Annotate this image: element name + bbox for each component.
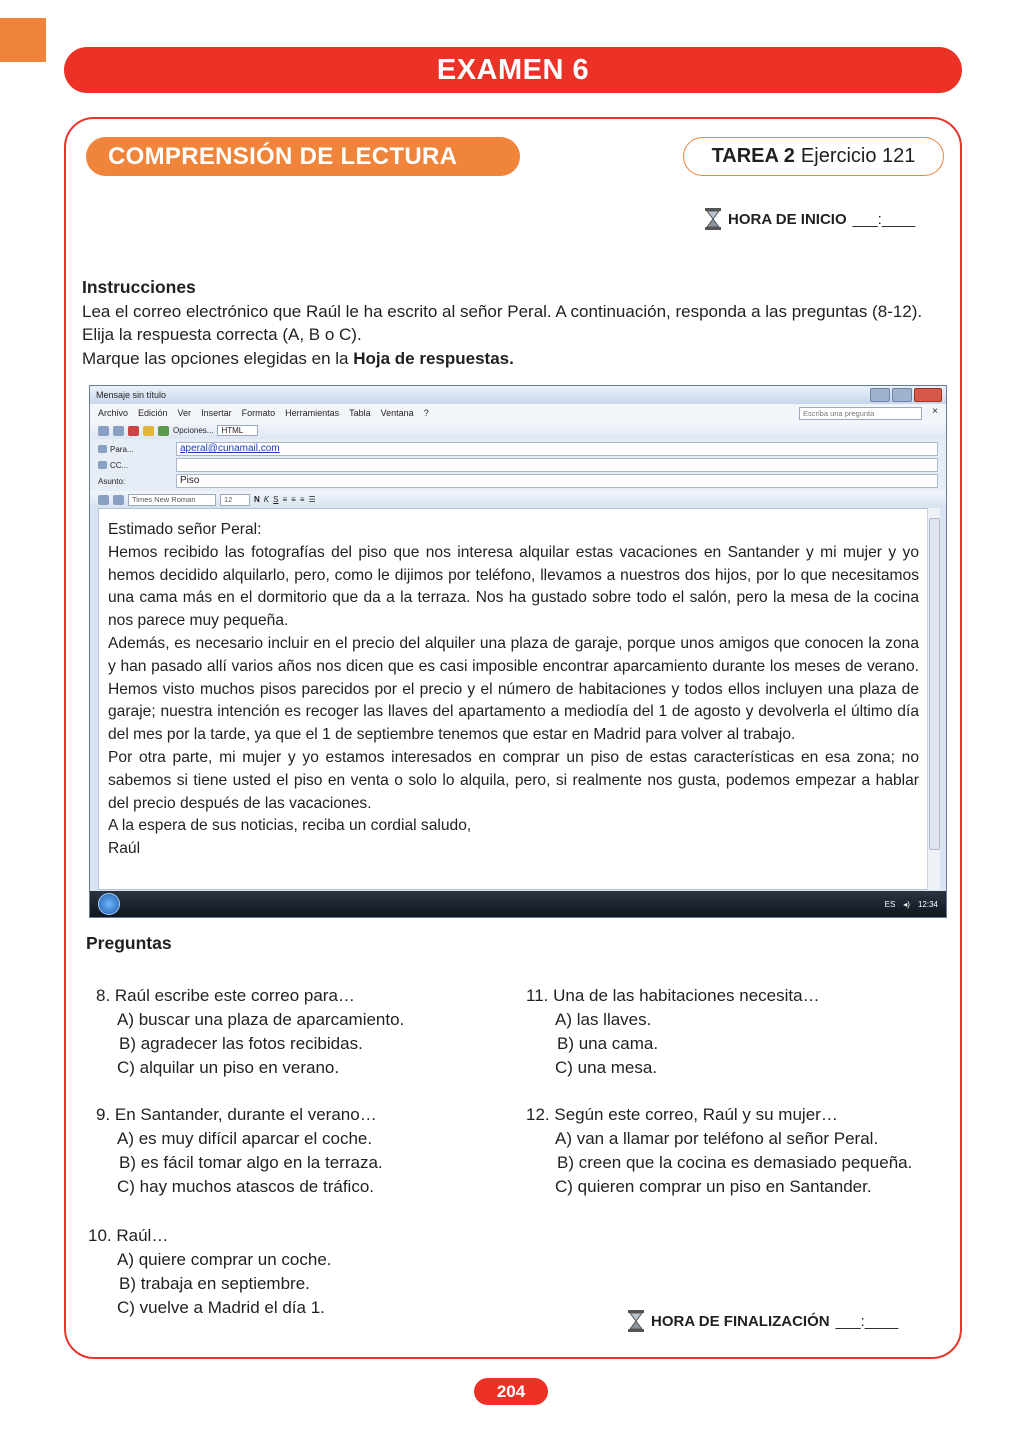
question-11	[526, 984, 820, 1080]
menu-archivo[interactable]: Archivo	[98, 408, 129, 418]
contacts-icon	[98, 445, 107, 453]
email-signature: Raúl	[108, 840, 141, 858]
scrollbar-thumb[interactable]	[929, 518, 940, 850]
ask-question-input[interactable]: Escriba una pregunta	[799, 407, 922, 420]
align-right-icon[interactable]: ≡	[299, 495, 305, 504]
exercise-label: Ejercicio 121	[800, 145, 916, 167]
close-button[interactable]	[914, 388, 942, 402]
option-a: A) van a llamar por teléfono al señor Peral.	[555, 1129, 879, 1148]
subject-label: Asunto:	[98, 476, 126, 486]
flag-icon[interactable]	[143, 426, 154, 436]
section-title: COMPRENSIÓN DE LECTURA	[86, 137, 520, 176]
close-doc-icon[interactable]: ×	[932, 406, 938, 417]
options-button[interactable]: Opciones...	[173, 426, 214, 435]
taskbar	[90, 891, 946, 917]
window-titlebar	[90, 386, 946, 404]
hourglass-icon	[627, 1310, 645, 1332]
email-greeting: Estimado señor Peral:	[108, 521, 262, 538]
option-c: C) alquilar un piso en verano.	[117, 1058, 340, 1077]
question-stem: 12. Según este correo, Raúl y su mujer…	[526, 1105, 838, 1124]
print-icon[interactable]	[113, 495, 124, 505]
formatting-toolbar	[90, 491, 946, 508]
send-icon[interactable]	[98, 426, 109, 436]
start-time-label: HORA DE INICIO	[728, 210, 847, 228]
menu-insertar[interactable]: Insertar	[201, 408, 232, 418]
italic-icon[interactable]: K	[263, 495, 270, 504]
cc-field[interactable]	[176, 458, 938, 472]
vertical-scrollbar[interactable]	[927, 508, 940, 890]
menu-edicion[interactable]: Edición	[138, 408, 168, 418]
subject-row	[98, 473, 938, 489]
option-c: C) quieren comprar un piso en Santander.	[555, 1177, 872, 1196]
cc-label[interactable]: CC...	[110, 460, 129, 470]
instructions-text: Lea el correo electrónico que Raúl le ha escrito al señor Peral. A continuación, responda a las preguntas (8-12). Elija la respuesta correcta (A, B o C).	[82, 301, 923, 344]
tray-clock[interactable]: 12:34	[917, 899, 938, 909]
instructions-answer-sheet	[82, 347, 942, 371]
option-a: A) quiere comprar un coche.	[117, 1250, 332, 1269]
option-b: B) una cama.	[557, 1034, 659, 1053]
question-12	[526, 1103, 912, 1199]
language-indicator[interactable]: ES	[884, 899, 896, 909]
menu-herramientas[interactable]: Herramientas	[285, 408, 340, 418]
question-stem: 9. En Santander, durante el verano…	[96, 1105, 377, 1124]
exam-title: EXAMEN 6	[64, 47, 962, 93]
contacts-icon	[98, 461, 107, 469]
importance-icon[interactable]	[128, 426, 139, 436]
option-c: C) hay muchos atascos de tráfico.	[117, 1177, 375, 1196]
option-c: C) vuelve a Madrid el día 1.	[117, 1298, 325, 1317]
start-button[interactable]	[98, 893, 120, 915]
email-headers	[90, 439, 946, 491]
save-icon[interactable]	[98, 495, 109, 505]
question-10	[88, 1224, 332, 1320]
task-label: TAREA 2	[711, 145, 795, 167]
questions-heading: Preguntas	[86, 933, 172, 953]
menu-ver[interactable]: Ver	[177, 408, 192, 418]
email-closing: A la espera de sus noticias, reciba un cordial saludo,	[108, 817, 472, 835]
email-paragraph: Hemos recibido las fotografías del piso que nos interesa alquilar estas vacaciones en Santander y mi mujer y yo hemos decidido alquilarlo, pero, como le dijimos por teléfono, llevamos a nuestros dos hijos, por lo que necesitamos una cama más en el dormitorio que da a la terraza. Nos ha gustado sobre todo el salón, pero la mesa de la cocina nos parece muy pequeña.	[108, 543, 919, 630]
address-book-icon[interactable]	[158, 426, 169, 436]
format-select[interactable]: HTML	[217, 425, 258, 436]
system-tray	[885, 900, 938, 909]
subject-field[interactable]: Piso	[176, 474, 938, 488]
corner-tab	[0, 18, 46, 62]
minimize-button[interactable]	[870, 388, 890, 402]
list-icon[interactable]: ☰	[308, 495, 316, 504]
end-time-blank[interactable]: ___:____	[835, 1312, 899, 1330]
end-time	[627, 1310, 898, 1332]
align-center-icon[interactable]: ≡	[291, 495, 296, 504]
email-body[interactable]	[98, 508, 928, 890]
menu-ventana[interactable]: Ventana	[380, 408, 414, 418]
font-size-select[interactable]: 12	[220, 494, 250, 506]
option-b: B) creen que la cocina es demasiado pequeña.	[557, 1153, 913, 1172]
menu-help[interactable]: ?	[423, 408, 429, 418]
option-a: A) las llaves.	[555, 1010, 652, 1029]
bold-icon[interactable]: N	[254, 495, 260, 504]
menu-tabla[interactable]: Tabla	[349, 408, 371, 418]
option-b: B) agradecer las fotos recibidas.	[119, 1034, 363, 1053]
instructions-answer-prefix: Marque las opciones elegidas en la	[82, 348, 354, 368]
attach-icon[interactable]	[113, 426, 124, 436]
window-title: Mensaje sin título	[96, 390, 167, 400]
task-badge	[683, 137, 944, 176]
to-label[interactable]: Para...	[110, 444, 134, 454]
option-a: A) buscar una plaza de aparcamiento.	[117, 1010, 405, 1029]
question-8	[96, 984, 404, 1080]
option-a: A) es muy difícil aparcar el coche.	[117, 1129, 373, 1148]
answer-sheet-label: Hoja de respuestas.	[353, 348, 514, 368]
volume-icon[interactable]: ◂)	[903, 899, 910, 909]
menu-formato[interactable]: Formato	[241, 408, 276, 418]
question-stem: 10. Raúl…	[88, 1226, 169, 1245]
option-b: B) trabaja en septiembre.	[119, 1274, 310, 1293]
email-window	[89, 385, 947, 918]
menu-bar	[90, 404, 946, 422]
option-b: B) es fácil tomar algo en la terraza.	[119, 1153, 383, 1172]
question-stem: 8. Raúl escribe este correo para…	[96, 986, 355, 1005]
to-row	[98, 441, 938, 457]
maximize-button[interactable]	[892, 388, 912, 402]
instructions-heading: Instrucciones	[82, 277, 196, 297]
page-number: 204	[474, 1378, 548, 1405]
end-time-label: HORA DE FINALIZACIÓN	[651, 1312, 830, 1330]
start-time	[704, 208, 915, 230]
email-paragraph: Además, es necesario incluir en el precio del alquiler una plaza de garaje, porque unos amigos que conocen la zona y han pasado allí varios años nos dicen que es casi imposible encontrar aparcamiento durante los meses de verano. Hemos visto muchos pisos parecidos por el precio y el número de habitaciones y todos ellos incluyen una plaza de garaje; nuestra intención es recoger las llaves del apartamento a mediodía del 1 de agosto y devolverla el último día del mes por la tarde, ya que el 1 de septiembre tenemos que estar en Madrid para volver al trabajo.	[108, 634, 919, 744]
option-c: C) una mesa.	[555, 1058, 658, 1077]
standard-toolbar	[90, 422, 946, 439]
email-paragraph: Por otra parte, mi mujer y yo estamos interesados en comprar un piso de estas características en esa zona; no sabemos si tiene usted el piso en venta o solo lo alquila, pero, si realmente nos gusta, podemos empezar a hablar del precio después de las vacaciones.	[108, 748, 919, 812]
cc-row	[98, 457, 938, 473]
underline-icon[interactable]: S	[273, 495, 279, 504]
question-9	[96, 1103, 383, 1199]
instructions	[82, 276, 942, 370]
hourglass-icon	[704, 208, 722, 230]
question-stem: 11. Una de las habitaciones necesita…	[526, 986, 820, 1005]
to-field[interactable]: aperal@cunamail.com	[176, 442, 938, 456]
font-select[interactable]: Times New Roman	[128, 494, 216, 506]
start-time-blank[interactable]: ___:____	[852, 210, 916, 228]
align-left-icon[interactable]: ≡	[282, 495, 288, 504]
